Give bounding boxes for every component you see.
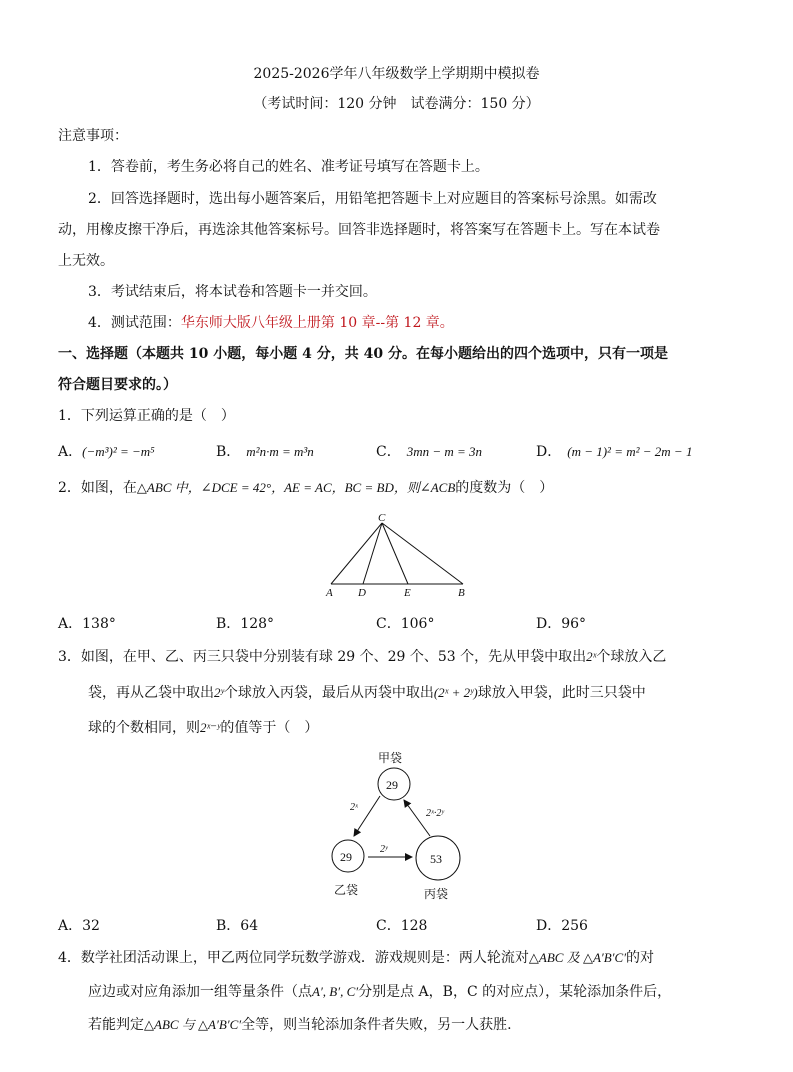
q3-c-label: C． [376,918,401,934]
q3-line-3 [88,718,318,738]
q1-a-label: A． [58,444,83,460]
q3-b-value: 64 [240,918,259,934]
arrow-jia-to-yi-label: 2ˣ [350,802,358,813]
label-bag-yi: 乙袋 [334,883,359,897]
q3-a-label: A． [58,918,83,934]
count-yi: 29 [340,850,352,864]
notice-item-1: 1．答卷前，考生务必将自己的姓名、准考证号填写在答题卡上。 [88,159,489,175]
q1-option-b [216,442,314,462]
q2-option-b [216,614,274,634]
q2-triangle-figure [320,510,480,600]
q1-a-expr: (−m³)² = −m⁵ [82,444,155,459]
q1-stem: 1．下列运算正确的是（ ） [58,408,235,424]
q2-b-value: 128° [240,616,275,632]
arrow-jia-to-yi [354,796,380,836]
q1-c-label: C． [376,444,401,460]
q4-line-2-head: 应边或对应角添加一组等量条件（点 [88,984,312,1000]
q3-line-1-text: 3．如图，在甲、乙、丙三只袋中分别装有球 29 个、29 个、53 个，先从甲袋中取出 [58,649,587,665]
q3-c-value: 128 [400,918,428,934]
count-jia: 29 [386,778,398,792]
q2-c-value: 106° [400,616,435,632]
exam-title: 2025-2026学年八年级数学上学期期中模拟卷 [253,66,540,82]
q4-line-3-head: 若能判定 [88,1017,144,1033]
q3-line-2 [88,683,646,703]
q3-line-2-head: 袋，再从乙袋中取出 [88,685,214,701]
notice-item-4 [88,313,454,333]
q3-line-2-mid: 个球放入丙袋，最后从丙袋中取出 [223,685,434,701]
q4-line-3-math: △ABC 与 △A′B′C′ [144,1017,242,1032]
label-d: D [358,587,366,599]
q3-option-c [376,916,427,936]
notice-item-2-line-1: 2．回答选择题时，选出每小题答案后，用铅笔把答题卡上对应题目的答案标号涂黑。如需改 [88,191,657,207]
q3-d-label: D． [536,918,562,934]
q4-line-1-math: △ABC 及 △A′B′C′ [528,950,627,965]
q4-line-1-tail: 的对 [626,950,655,966]
q4-line-1-head: 4．数学社团活动课上，甲乙两位同学玩数学游戏．游戏规则是：两人轮流对 [58,950,529,966]
q3-line-1 [58,647,666,667]
label-a: A [326,587,333,599]
q3-line-3-tail: 的值等于（ ） [220,720,319,736]
count-bing: 53 [430,852,442,866]
notice-item-4-prefix: 4．测试范围： [88,315,181,331]
q4-line-1 [58,948,654,968]
q2-c-label: C． [376,616,401,632]
q3-line-3-math: 2ˣ⁻ʸ [200,720,221,735]
q1-option-c [376,442,482,462]
segment-cb [382,523,463,584]
section-heading-line-1: 一、选择题（本题共 10 小题，每小题 4 分，共 40 分。在每小题给出的四个选项中，只有一项是 [58,346,668,362]
notice-heading: 注意事项： [58,128,128,144]
segment-ca [331,523,382,584]
q3-d-value: 256 [561,918,588,934]
q3-line-2-math-1: 2ʸ [214,685,224,700]
q1-b-expr: m²n·m = m³n [246,444,314,459]
segment-cd [363,523,382,584]
section-heading-line-2: 符合题目要求的。） [58,377,177,393]
segment-ce [382,523,408,584]
label-bag-jia: 甲袋 [378,751,403,765]
notice-item-2-line-3: 上无效。 [58,253,114,269]
q3-option-d [536,916,588,936]
q2-b-label: B． [216,616,241,632]
notice-item-3: 3．考试结束后，将本试卷和答题卡一并交回。 [88,284,377,300]
q2-option-a [58,614,116,634]
label-e: E [404,587,411,599]
q2-a-label: A． [58,616,83,632]
q1-option-a [58,442,155,462]
arrow-bing-to-jia-label: 2ˣ·2ʸ [426,808,444,819]
q2-d-value: 96° [561,616,587,632]
q3-option-b [216,916,258,936]
q4-line-3 [88,1015,512,1035]
q1-d-expr: (m − 1)² = m² − 2m − 1 [567,444,693,459]
q4-line-2 [88,982,671,1002]
q4-line-2-tail: 分别是点 A，B，C 的对应点），某轮添加条件后， [358,984,672,1000]
q4-line-3-tail: 全等，则当轮添加条件者失败，另一人获胜. [241,1017,512,1033]
q4-line-2-math: A′, B′, C′ [312,984,359,999]
q2-stem-prefix: 2．如图，在 [58,480,137,496]
q2-stem-math: △ABC 中，∠DCE = 42°，AE = AC，BC = BD，则∠ACB [136,480,456,495]
q3-line-2-tail: 球放入甲袋，此时三只袋中 [477,685,646,701]
q3-line-1-tail: 个球放入乙 [596,649,667,665]
q2-option-c [376,614,434,634]
q3-line-3-head: 球的个数相同，则 [88,720,200,736]
q3-bags-diagram [318,744,478,904]
exam-subtitle: （考试时间：120 分钟 试卷满分：150 分） [253,96,540,112]
q3-line-1-math: 2ˣ [586,649,597,664]
q1-b-label: B． [216,444,241,460]
q1-option-d [536,442,692,462]
q2-option-d [536,614,586,634]
label-b: B [458,587,465,599]
q2-stem-suffix: 的度数为（ ） [455,480,554,496]
q3-a-value: 32 [82,918,100,934]
q1-d-label: D． [536,444,562,460]
q2-d-label: D． [536,616,562,632]
arrow-yi-to-bing-label: 2ʸ [380,844,388,855]
label-bag-bing: 丙袋 [424,887,449,901]
notice-item-2-line-2: 动，用橡皮擦干净后，再选涂其他答案标号。回答非选择题时，将答案写在答题卡上。写在本试卷 [58,222,660,238]
label-c: C [378,512,386,524]
test-scope: 华东师大版八年级上册第 10 章--第 12 章。 [180,315,454,331]
q3-line-2-math-2: (2ˣ + 2ʸ) [433,685,478,700]
q1-c-expr: 3mn − m = 3n [406,444,483,459]
q3-option-a [58,916,100,936]
q3-b-label: B． [216,918,241,934]
q2-a-value: 138° [82,616,116,632]
q2-stem [58,478,553,498]
